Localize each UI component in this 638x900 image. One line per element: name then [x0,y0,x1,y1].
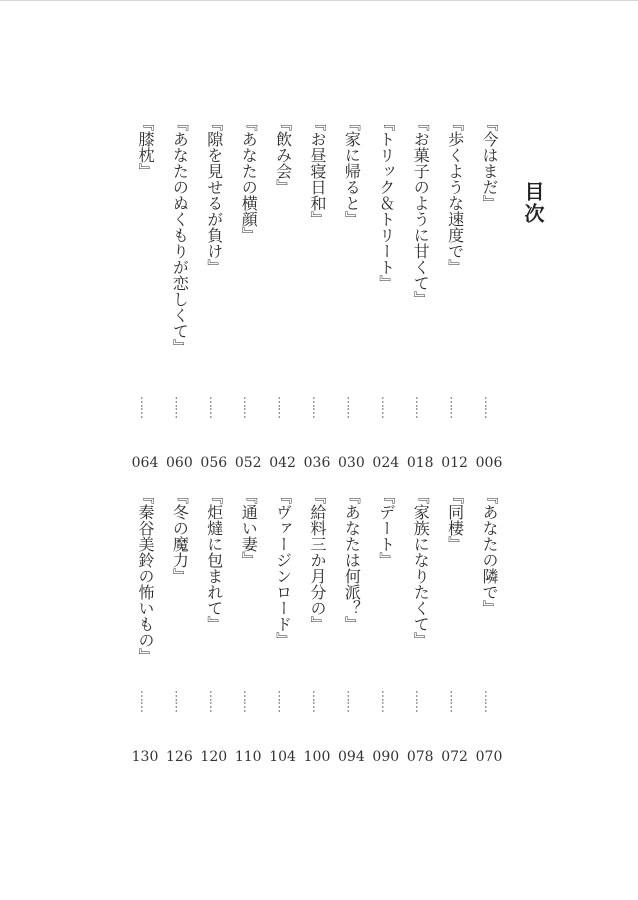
toc-leader-dots: …… [344,396,359,418]
toc-page-number[interactable]: 056 [200,455,228,471]
toc-page-number[interactable]: 072 [441,749,468,765]
toc-page-number[interactable]: 018 [406,455,434,471]
toc-leader-dots: …… [447,396,462,418]
toc-entry-title[interactable]: 『あなたの横顔』 [239,115,259,243]
top-border [0,0,638,1]
toc-page-number[interactable]: 110 [234,749,262,765]
toc-page-number[interactable]: 094 [338,749,365,765]
toc-entry-title[interactable]: 『家族になりたくて』 [411,488,431,648]
toc-entry-title[interactable]: 『家に帰ると』 [342,115,362,227]
toc-page-number[interactable]: 042 [269,455,296,471]
toc-leader-dots: …… [447,690,462,712]
toc-page-number[interactable]: 024 [372,455,400,471]
toc-leader-dots: …… [138,396,152,418]
toc-page-number[interactable]: 078 [406,749,434,765]
toc-entry-title[interactable]: 『冬の魔力』 [170,488,190,584]
toc-entry-title[interactable]: 『あなたのぬくもりが恋しくて』 [170,115,190,355]
toc-page-number[interactable]: 064 [131,455,159,471]
toc-page-number[interactable]: 036 [303,455,331,471]
toc-entry-title[interactable]: 『膝枕』 [136,115,155,179]
toc-entry-title[interactable]: 『あなたは何派？』 [342,488,362,632]
toc-page-number[interactable]: 100 [303,749,331,765]
toc-page-number[interactable]: 060 [166,455,193,471]
toc-leader-dots: …… [378,396,393,418]
toc-leader-dots: …… [378,690,393,712]
toc-entry-title[interactable]: 『同棲』 [445,488,465,552]
toc-leader-dots: …… [344,690,359,712]
toc-leader-dots: …… [310,690,324,712]
toc-leader-dots: …… [138,690,152,712]
toc-entry-title[interactable]: 『お菓子のように甘くて』 [411,115,431,307]
toc-leader-dots: …… [482,690,496,712]
toc-leader-dots: …… [310,396,324,418]
toc-entry-title[interactable]: 『今はまだ』 [480,115,499,211]
toc-entry-title[interactable]: 『給料三か月分の』 [308,488,327,632]
toc-leader-dots: …… [241,690,256,712]
toc-page-number[interactable]: 130 [131,749,159,765]
toc-entry-title[interactable]: 『デート』 [376,488,396,568]
toc-page-number[interactable]: 070 [475,749,503,765]
toc-entry-title[interactable]: 『お昼寝日和』 [308,115,327,227]
toc-entry-title[interactable]: 『歩くような速度で』 [445,115,465,275]
toc-leader-dots: …… [241,396,256,418]
toc-page-number[interactable]: 120 [200,749,228,765]
toc-leader-dots: …… [413,690,428,712]
toc-leader-dots: …… [206,396,221,418]
toc-page-number[interactable]: 030 [338,455,365,471]
toc-entry-title[interactable]: 『炬燵に包まれて』 [204,488,224,632]
toc-title: 目次 [521,181,545,225]
toc-leader-dots: …… [482,396,496,418]
toc-entry-title[interactable]: 『飲み会』 [273,115,293,195]
toc-entry-title[interactable]: 『ヴァージンロード』 [273,488,293,648]
toc-page-number[interactable]: 126 [166,749,193,765]
toc-entry-title[interactable]: 『隙を見せるが負け』 [204,115,224,275]
toc-page-number[interactable]: 052 [234,455,262,471]
toc-leader-dots: …… [413,396,428,418]
toc-page-number[interactable]: 104 [269,749,296,765]
toc-page-number[interactable]: 090 [372,749,400,765]
toc-page-number[interactable]: 006 [475,455,503,471]
toc-entry-title[interactable]: 『秦谷美鈴の怖いもの』 [136,488,155,664]
toc-leader-dots: …… [172,396,187,418]
toc-leader-dots: …… [172,690,187,712]
toc-entry-title[interactable]: 『トリック＆トリート』 [376,115,396,291]
toc-entry-title[interactable]: 『通い妻』 [239,488,259,568]
toc-leader-dots: …… [275,396,290,418]
toc-leader-dots: …… [275,690,290,712]
toc-page-number[interactable]: 012 [441,455,468,471]
toc-leader-dots: …… [206,690,221,712]
toc-entry-title[interactable]: 『あなたの隣で』 [480,488,499,616]
